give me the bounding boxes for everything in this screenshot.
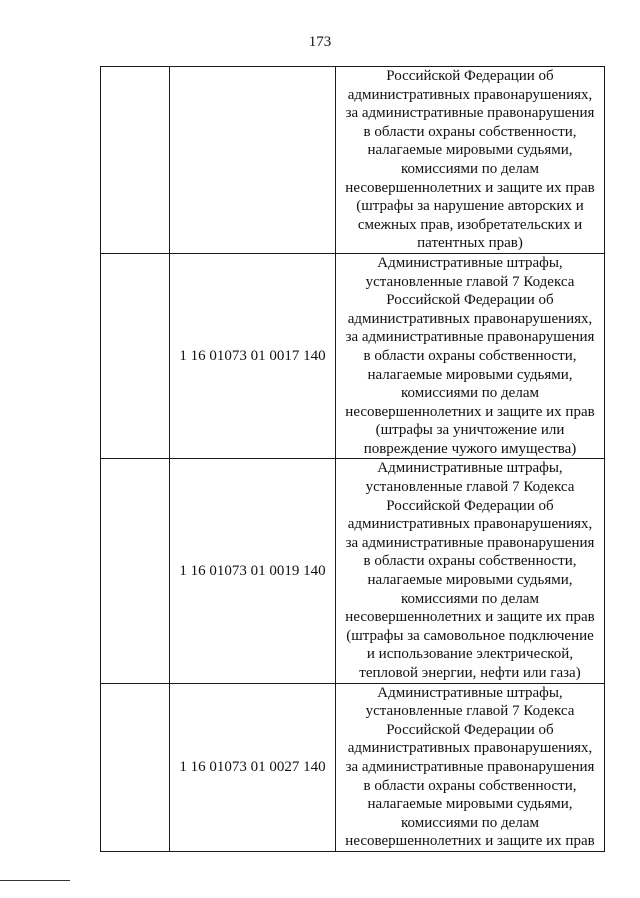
description-line: налагаемые мировыми судьями,	[367, 572, 573, 589]
description-cell	[336, 459, 605, 683]
description-cell	[336, 683, 605, 851]
description-line: за административные правонарушения	[345, 329, 595, 346]
description-line: Российской Федерации об	[386, 292, 554, 309]
admin-code-cell	[101, 683, 170, 851]
description-line: Административные штрафы,	[377, 254, 563, 271]
description-line: комиссиями по делам	[401, 385, 539, 402]
description-line: в области охраны собственности,	[363, 553, 577, 570]
description-line: Российской Федерации об	[386, 68, 554, 84]
admin-code-cell	[101, 67, 170, 254]
description-line: налагаемые мировыми судьями,	[367, 366, 573, 383]
description-line: (штрафы за самовольное подключение	[346, 627, 594, 644]
table-row	[101, 683, 605, 851]
description-line: в области охраны собственности,	[363, 123, 577, 140]
description-line: смежных прав, изобретательских и	[357, 216, 583, 233]
description-line: установленные главой 7 Кодекса	[365, 703, 575, 720]
description-line: за административные правонарушения	[345, 105, 595, 122]
description-line: административных правонарушениях,	[347, 740, 593, 757]
description-line: налагаемые мировыми судьями,	[367, 142, 573, 159]
description-line: несовершеннолетних и защите их прав	[345, 833, 595, 850]
budget-code-cell: 1 16 01073 01 0027 140	[170, 683, 336, 851]
description-line: административных правонарушениях,	[347, 310, 593, 327]
description-line: за административные правонарушения	[345, 534, 595, 551]
description-line: повреждение чужого имущества)	[363, 440, 577, 457]
description-line: комиссиями по делам	[401, 814, 539, 831]
description-line: налагаемые мировыми судьями,	[367, 796, 573, 813]
description-line: тепловой энергии, нефти или газа)	[359, 665, 581, 681]
description-line: за административные правонарушения	[345, 758, 595, 775]
description-line: (штрафы за уничтожение или	[375, 422, 565, 439]
description-line: несовершеннолетних и защите их прав	[345, 179, 595, 196]
description-line: установленные главой 7 Кодекса	[365, 273, 575, 290]
budget-code-cell	[170, 67, 336, 254]
budget-codes-table	[100, 66, 605, 852]
table-row	[101, 67, 605, 254]
description-line: комиссиями по делам	[401, 160, 539, 177]
description-line: в области охраны собственности,	[363, 777, 577, 794]
description-line: Административные штрафы,	[377, 684, 563, 701]
description-line: комиссиями по делам	[401, 590, 539, 607]
description-cell	[336, 67, 605, 254]
description-line: и использование электрической,	[366, 646, 574, 663]
table-row	[101, 253, 605, 459]
description-line: Административные штрафы,	[377, 460, 563, 477]
description-line: несовершеннолетних и защите их прав	[345, 609, 595, 626]
description-line: несовершеннолетних и защите их прав	[345, 403, 595, 420]
description-line: Российской Федерации об	[386, 497, 554, 514]
page-number: 173	[308, 34, 332, 50]
footnote-rule	[0, 880, 70, 881]
description-line: Российской Федерации об	[386, 721, 554, 738]
description-line: (штрафы за нарушение авторских и	[356, 198, 584, 215]
description-line: патентных прав)	[417, 235, 523, 252]
admin-code-cell	[101, 253, 170, 459]
description-cell	[336, 253, 605, 459]
description-line: административных правонарушениях,	[347, 86, 593, 103]
table-row	[101, 459, 605, 683]
admin-code-cell	[101, 459, 170, 683]
description-line: установленные главой 7 Кодекса	[365, 479, 575, 496]
budget-code-cell: 1 16 01073 01 0019 140	[170, 459, 336, 683]
budget-code-cell: 1 16 01073 01 0017 140	[170, 253, 336, 459]
description-line: в области охраны собственности,	[363, 347, 577, 364]
description-line: административных правонарушениях,	[347, 516, 593, 533]
